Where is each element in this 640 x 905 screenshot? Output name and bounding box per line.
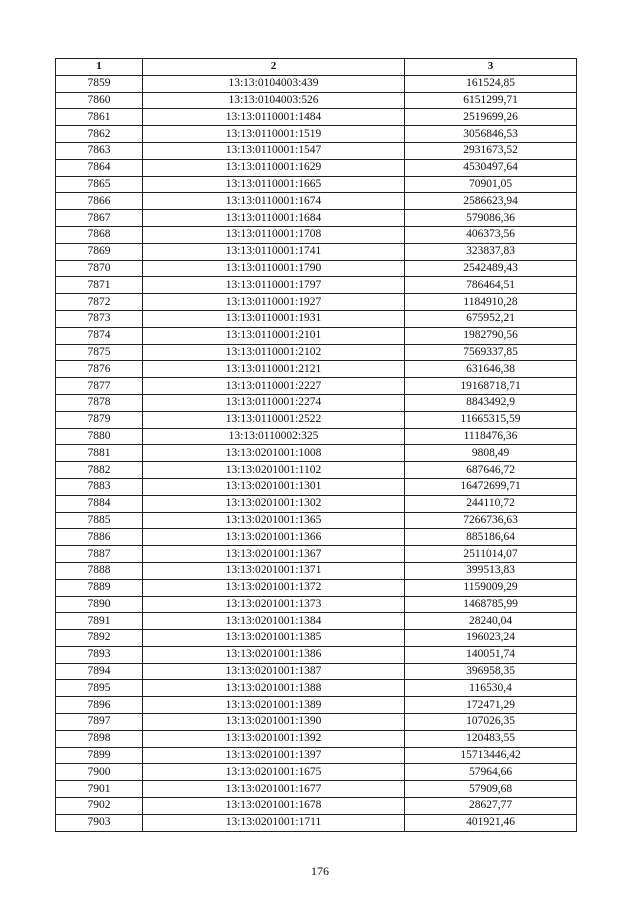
cadastral-number-cell: 13:13:0110001:1790 <box>143 260 405 277</box>
cadastral-number-cell: 13:13:0201001:1386 <box>143 646 405 663</box>
value-cell: 161524,85 <box>405 75 577 92</box>
table-row <box>56 747 577 764</box>
row-number-cell: 7886 <box>56 529 143 546</box>
cadastral-number-cell: 13:13:0201001:1367 <box>143 546 405 563</box>
row-number-cell: 7861 <box>56 109 143 126</box>
cadastral-number-cell: 13:13:0104003:439 <box>143 75 405 92</box>
value-cell: 1118476,36 <box>405 428 577 445</box>
value-cell: 16472699,71 <box>405 478 577 495</box>
value-cell: 1184910,28 <box>405 294 577 311</box>
value-cell: 57909,68 <box>405 781 577 798</box>
table-row <box>56 260 577 277</box>
table-row <box>56 210 577 227</box>
cadastral-number-cell: 13:13:0201001:1384 <box>143 613 405 630</box>
cadastral-number-cell: 13:13:0110001:2102 <box>143 344 405 361</box>
table-row <box>56 294 577 311</box>
row-number-cell: 7891 <box>56 613 143 630</box>
table-row <box>56 714 577 731</box>
row-number-cell: 7872 <box>56 294 143 311</box>
table-row <box>56 428 577 445</box>
value-cell: 2586623,94 <box>405 193 577 210</box>
value-cell: 3056846,53 <box>405 126 577 143</box>
value-cell: 1982790,56 <box>405 327 577 344</box>
table-row <box>56 579 577 596</box>
row-number-cell: 7887 <box>56 546 143 563</box>
value-cell: 116530,4 <box>405 680 577 697</box>
row-number-cell: 7877 <box>56 378 143 395</box>
column-header-1: 1 <box>56 59 143 76</box>
table-row <box>56 75 577 92</box>
table-row <box>56 327 577 344</box>
row-number-cell: 7894 <box>56 663 143 680</box>
page-number: 176 <box>311 864 329 878</box>
table-row <box>56 562 577 579</box>
cadastral-number-cell: 13:13:0110001:1629 <box>143 159 405 176</box>
value-cell: 28240,04 <box>405 613 577 630</box>
table-row <box>56 512 577 529</box>
table-row <box>56 495 577 512</box>
row-number-cell: 7867 <box>56 210 143 227</box>
row-number-cell: 7868 <box>56 226 143 243</box>
cadastral-number-cell: 13:13:0201001:1372 <box>143 579 405 596</box>
value-cell: 196023,24 <box>405 630 577 647</box>
value-cell: 9808,49 <box>405 445 577 462</box>
cadastral-number-cell: 13:13:0201001:1397 <box>143 747 405 764</box>
row-number-cell: 7898 <box>56 730 143 747</box>
cadastral-number-cell: 13:13:0110001:1931 <box>143 310 405 327</box>
table-row <box>56 176 577 193</box>
value-cell: 323837,83 <box>405 243 577 260</box>
value-cell: 19168718,71 <box>405 378 577 395</box>
table-row <box>56 814 577 831</box>
row-number-cell: 7896 <box>56 697 143 714</box>
table-row <box>56 764 577 781</box>
table-row <box>56 193 577 210</box>
header-row <box>56 59 577 76</box>
value-cell: 244110,72 <box>405 495 577 512</box>
value-cell: 28627,77 <box>405 798 577 815</box>
value-cell: 172471,29 <box>405 697 577 714</box>
table-row <box>56 730 577 747</box>
row-number-cell: 7902 <box>56 798 143 815</box>
value-cell: 401921,46 <box>405 814 577 831</box>
cadastral-number-cell: 13:13:0201001:1389 <box>143 697 405 714</box>
row-number-cell: 7888 <box>56 562 143 579</box>
cadastral-number-cell: 13:13:0110001:2101 <box>143 327 405 344</box>
row-number-cell: 7862 <box>56 126 143 143</box>
value-cell: 406373,56 <box>405 226 577 243</box>
row-number-cell: 7873 <box>56 310 143 327</box>
table-row <box>56 697 577 714</box>
value-cell: 399513,83 <box>405 562 577 579</box>
table-row <box>56 277 577 294</box>
row-number-cell: 7874 <box>56 327 143 344</box>
cadastral-number-cell: 13:13:0110001:1708 <box>143 226 405 243</box>
cadastral-number-cell: 13:13:0201001:1675 <box>143 764 405 781</box>
data-table <box>55 58 577 832</box>
table-row <box>56 361 577 378</box>
value-cell: 2542489,43 <box>405 260 577 277</box>
cadastral-number-cell: 13:13:0201001:1371 <box>143 562 405 579</box>
value-cell: 11665315,59 <box>405 411 577 428</box>
table-row <box>56 596 577 613</box>
table-row <box>56 126 577 143</box>
value-cell: 687646,72 <box>405 462 577 479</box>
value-cell: 8843492,9 <box>405 394 577 411</box>
row-number-cell: 7884 <box>56 495 143 512</box>
cadastral-number-cell: 13:13:0110001:2121 <box>143 361 405 378</box>
table-row <box>56 478 577 495</box>
cadastral-number-cell: 13:13:0201001:1392 <box>143 730 405 747</box>
table-row <box>56 378 577 395</box>
row-number-cell: 7883 <box>56 478 143 495</box>
value-cell: 396958,35 <box>405 663 577 680</box>
row-number-cell: 7860 <box>56 92 143 109</box>
row-number-cell: 7890 <box>56 596 143 613</box>
value-cell: 579086,36 <box>405 210 577 227</box>
value-cell: 4530497,64 <box>405 159 577 176</box>
value-cell: 885186,64 <box>405 529 577 546</box>
cadastral-number-cell: 13:13:0201001:1385 <box>143 630 405 647</box>
value-cell: 15713446,42 <box>405 747 577 764</box>
table-row <box>56 109 577 126</box>
column-header-3: 3 <box>405 59 577 76</box>
value-cell: 2511014,07 <box>405 546 577 563</box>
table-row <box>56 226 577 243</box>
table-row <box>56 344 577 361</box>
row-number-cell: 7875 <box>56 344 143 361</box>
value-cell: 675952,21 <box>405 310 577 327</box>
value-cell: 120483,55 <box>405 730 577 747</box>
table-row <box>56 159 577 176</box>
table-row <box>56 529 577 546</box>
cadastral-number-cell: 13:13:0110002:325 <box>143 428 405 445</box>
value-cell: 1468785,99 <box>405 596 577 613</box>
cadastral-number-cell: 13:13:0110001:1927 <box>143 294 405 311</box>
cadastral-number-cell: 13:13:0110001:1665 <box>143 176 405 193</box>
table-row <box>56 243 577 260</box>
row-number-cell: 7882 <box>56 462 143 479</box>
cadastral-number-cell: 13:13:0110001:1797 <box>143 277 405 294</box>
value-cell: 631646,38 <box>405 361 577 378</box>
row-number-cell: 7899 <box>56 747 143 764</box>
table-row <box>56 663 577 680</box>
table-body <box>56 75 577 831</box>
row-number-cell: 7900 <box>56 764 143 781</box>
row-number-cell: 7863 <box>56 142 143 159</box>
cadastral-number-cell: 13:13:0110001:1519 <box>143 126 405 143</box>
cadastral-number-cell: 13:13:0201001:1008 <box>143 445 405 462</box>
row-number-cell: 7869 <box>56 243 143 260</box>
value-cell: 107026,35 <box>405 714 577 731</box>
cadastral-number-cell: 13:13:0110001:1484 <box>143 109 405 126</box>
cadastral-number-cell: 13:13:0110001:2274 <box>143 394 405 411</box>
cadastral-number-cell: 13:13:0201001:1390 <box>143 714 405 731</box>
cadastral-number-cell: 13:13:0201001:1366 <box>143 529 405 546</box>
value-cell: 1159009,29 <box>405 579 577 596</box>
table-row <box>56 462 577 479</box>
row-number-cell: 7893 <box>56 646 143 663</box>
row-number-cell: 7879 <box>56 411 143 428</box>
table-row <box>56 445 577 462</box>
table-row <box>56 646 577 663</box>
cadastral-number-cell: 13:13:0201001:1388 <box>143 680 405 697</box>
table-row <box>56 781 577 798</box>
cadastral-number-cell: 13:13:0104003:526 <box>143 92 405 109</box>
cadastral-number-cell: 13:13:0201001:1387 <box>143 663 405 680</box>
value-cell: 140051,74 <box>405 646 577 663</box>
row-number-cell: 7878 <box>56 394 143 411</box>
cadastral-number-cell: 13:13:0110001:2227 <box>143 378 405 395</box>
table-row <box>56 613 577 630</box>
row-number-cell: 7885 <box>56 512 143 529</box>
table-row <box>56 630 577 647</box>
row-number-cell: 7881 <box>56 445 143 462</box>
cadastral-number-cell: 13:13:0201001:1301 <box>143 478 405 495</box>
value-cell: 70901,05 <box>405 176 577 193</box>
row-number-cell: 7866 <box>56 193 143 210</box>
row-number-cell: 7901 <box>56 781 143 798</box>
row-number-cell: 7880 <box>56 428 143 445</box>
table-row <box>56 546 577 563</box>
row-number-cell: 7889 <box>56 579 143 596</box>
table-row <box>56 310 577 327</box>
row-number-cell: 7892 <box>56 630 143 647</box>
value-cell: 7569337,85 <box>405 344 577 361</box>
column-header-2: 2 <box>143 59 405 76</box>
cadastral-number-cell: 13:13:0201001:1677 <box>143 781 405 798</box>
cadastral-number-cell: 13:13:0110001:1684 <box>143 210 405 227</box>
row-number-cell: 7871 <box>56 277 143 294</box>
value-cell: 6151299,71 <box>405 92 577 109</box>
cadastral-number-cell: 13:13:0201001:1302 <box>143 495 405 512</box>
row-number-cell: 7895 <box>56 680 143 697</box>
cadastral-number-cell: 13:13:0201001:1373 <box>143 596 405 613</box>
value-cell: 7266736,63 <box>405 512 577 529</box>
cadastral-number-cell: 13:13:0110001:2522 <box>143 411 405 428</box>
table-row <box>56 798 577 815</box>
cadastral-number-cell: 13:13:0201001:1678 <box>143 798 405 815</box>
table-row <box>56 411 577 428</box>
row-number-cell: 7864 <box>56 159 143 176</box>
value-cell: 57964,66 <box>405 764 577 781</box>
cadastral-number-cell: 13:13:0201001:1365 <box>143 512 405 529</box>
row-number-cell: 7859 <box>56 75 143 92</box>
row-number-cell: 7865 <box>56 176 143 193</box>
row-number-cell: 7897 <box>56 714 143 731</box>
value-cell: 786464,51 <box>405 277 577 294</box>
table-row <box>56 680 577 697</box>
table-header <box>56 59 577 76</box>
table-row <box>56 394 577 411</box>
table-row <box>56 92 577 109</box>
row-number-cell: 7870 <box>56 260 143 277</box>
cadastral-number-cell: 13:13:0201001:1711 <box>143 814 405 831</box>
value-cell: 2931673,52 <box>405 142 577 159</box>
cadastral-number-cell: 13:13:0110001:1741 <box>143 243 405 260</box>
table-row <box>56 142 577 159</box>
row-number-cell: 7876 <box>56 361 143 378</box>
value-cell: 2519699,26 <box>405 109 577 126</box>
cadastral-number-cell: 13:13:0110001:1547 <box>143 142 405 159</box>
cadastral-number-cell: 13:13:0110001:1674 <box>143 193 405 210</box>
row-number-cell: 7903 <box>56 814 143 831</box>
cadastral-number-cell: 13:13:0201001:1102 <box>143 462 405 479</box>
